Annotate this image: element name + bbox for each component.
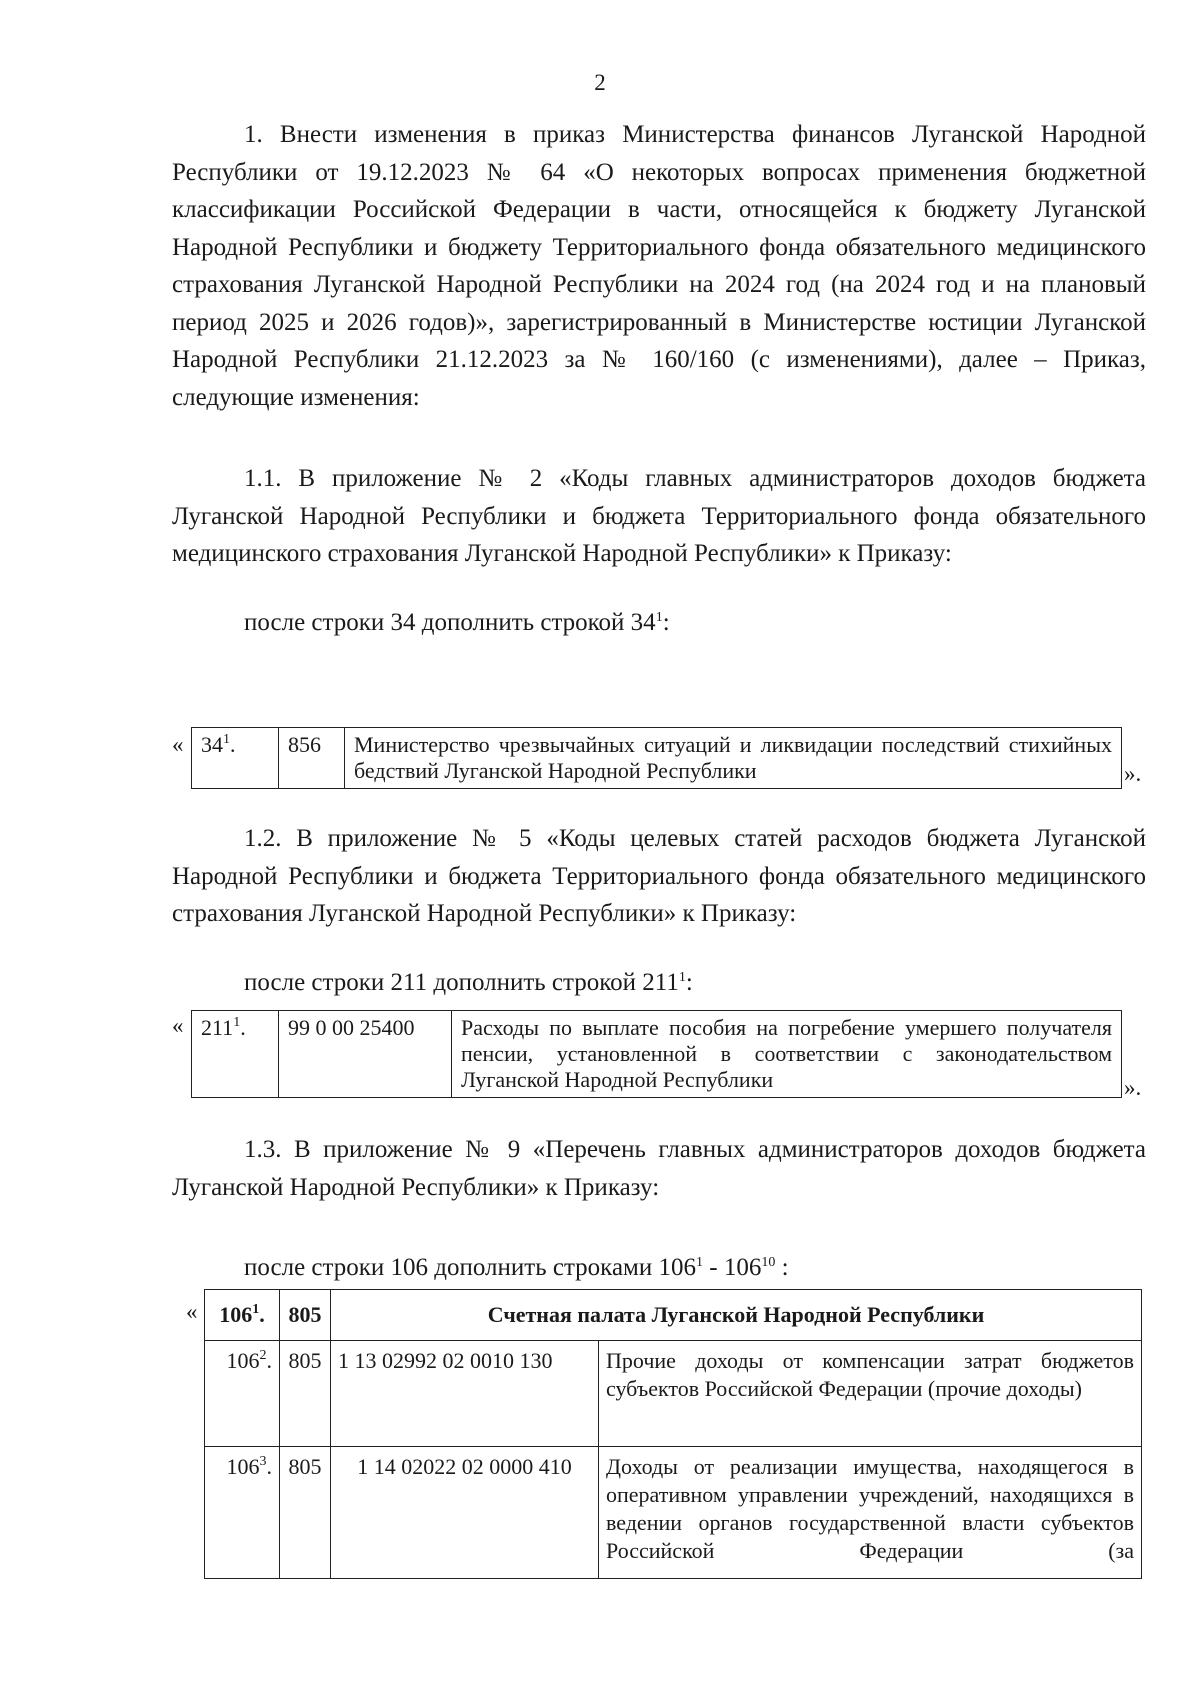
- row-number: $106^2$.: [205, 1341, 280, 1447]
- paragraph-1-3: 1.3. В приложение № 9 «Перечень главных администраторов доходов бюджета Луганской Народной Республики» к Приказу:: [172, 1136, 1146, 1201]
- open-quote: «: [172, 1013, 184, 1038]
- open-quote: «: [172, 732, 184, 757]
- table-1-1: [191, 727, 1122, 789]
- income-name: Прочие доходы от компенсации затрат бюджетов субъектов Российской Федерации (прочие доходы): [599, 1341, 1142, 1447]
- admin-code: 856: [279, 728, 345, 789]
- table-1-3: [204, 1289, 1142, 1579]
- article-name: Расходы по выплате пособия на погребение умершего получателя пенсии, установленной в соответствии с законодательством Луганской Народной Республики: [452, 1011, 1122, 1098]
- table-row: [192, 728, 1122, 789]
- table-row: [205, 1290, 1142, 1341]
- income-name: Доходы от реализации имущества, находящегося в оперативном управлении учреждений, находящихся в ведении органов государственной власти субъектов Российской Федерации (за: [599, 1447, 1142, 1579]
- income-code: 1 13 02992 02 0010 130: [331, 1341, 599, 1447]
- admin-code: 805: [280, 1290, 331, 1341]
- paragraph-1-1: 1.1. В приложение № 2 «Коды главных администраторов доходов бюджета Луганской Народной Республики и бюджета Территориального фонда обязательного медицинского страхования Луганской Народной Республики» к Приказу:: [172, 465, 1146, 567]
- table-row: [205, 1341, 1142, 1447]
- row-number: $106^3$.: [205, 1447, 280, 1579]
- close-quote: ».: [1124, 761, 1142, 786]
- open-quote: «: [186, 1299, 198, 1324]
- instruction-1-2: после строки 211 дополнить строкой $211^1$:: [244, 969, 693, 996]
- admin-code: 805: [280, 1447, 331, 1579]
- table-row: [205, 1447, 1142, 1579]
- row-number: $106^1$.: [205, 1290, 280, 1341]
- admin-name: Министерство чрезвычайных ситуаций и ликвидации последствий стихийных бедствий Луганской Народной Республики: [345, 728, 1122, 789]
- admin-name: Счетная палата Луганской Народной Республики: [331, 1290, 1142, 1341]
- income-code: 1 14 02022 02 0000 410: [331, 1447, 599, 1579]
- paragraph-1-2: 1.2. В приложение № 5 «Коды целевых статей расходов бюджета Луганской Народной Республики и бюджета Территориального фонда обязательного медицинского страхования Луганской Народной Республики» к Приказу:: [172, 825, 1146, 927]
- instruction-1-1: после строки 34 дополнить строкой $34^1$:: [244, 609, 670, 636]
- target-article-code: 99 0 00 25400: [279, 1011, 452, 1098]
- close-quote: ».: [1124, 1075, 1142, 1100]
- admin-code: 805: [280, 1341, 331, 1447]
- row-number: $211^1$.: [192, 1011, 279, 1098]
- table-1-2: [191, 1010, 1122, 1098]
- table-row: [192, 1011, 1122, 1098]
- instruction-1-3: после строки 106 дополнить строками $106^1 - 106^{10}$ :: [244, 1254, 789, 1281]
- paragraph-1: 1. Внести изменения в приказ Министерства финансов Луганской Народной Республики от 19.12.2023 № 64 «О некоторых вопросах применения бюджетной классификации Российской Федерации в части, относящейся к бюджету Луганской Народной Республики и бюджету Территориального фонда обязательного медицинского страхования Луганской Народной Республики на 2024 год (на 2024 год и на плановый период 2025 и 2026 годов)», зарегистрированный в Министерстве юстиции Луганской Народной Республики 21.12.2023 за № 160/160 (с изменениями), далее – Приказ, следующие изменения:: [172, 121, 1146, 411]
- page-number: 2: [594, 70, 606, 95]
- row-number: $34^1$.: [192, 728, 279, 789]
